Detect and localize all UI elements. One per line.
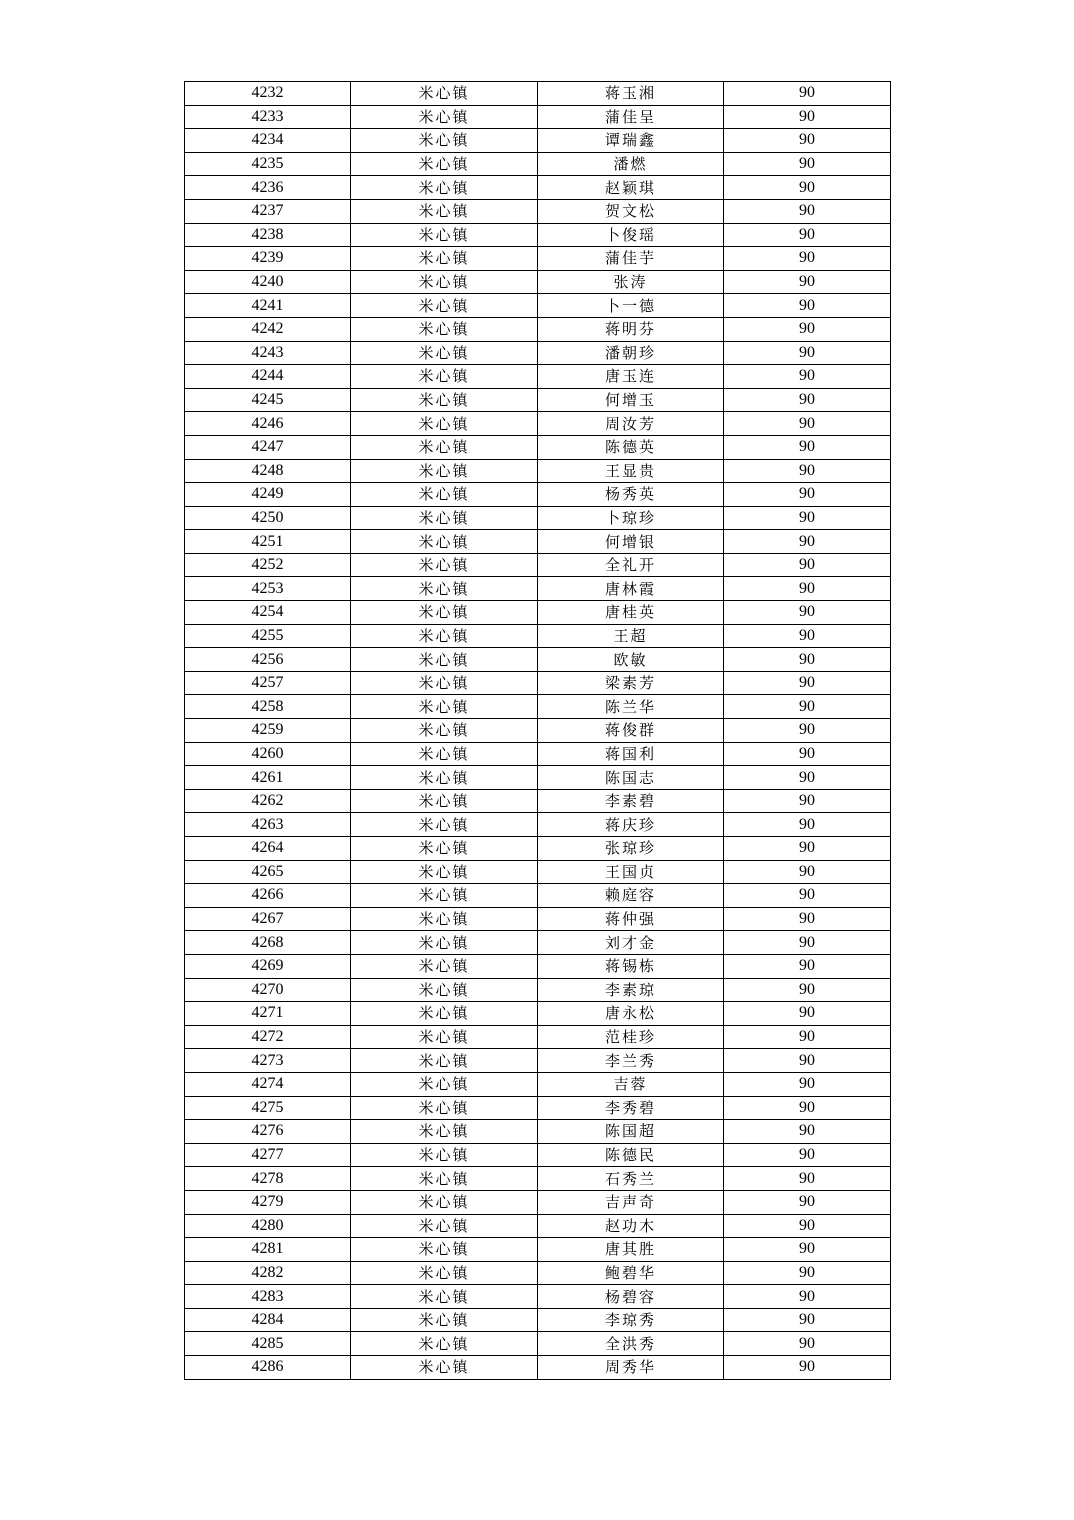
cell-score: 90 [724,837,891,861]
cell-town: 米心镇 [351,459,538,483]
table-row [185,129,891,153]
cell-name: 杨秀英 [538,483,724,507]
table-row [185,648,891,672]
cell-name: 全洪秀 [538,1332,724,1356]
cell-name: 王显贵 [538,459,724,483]
cell-score: 90 [724,365,891,389]
cell-score: 90 [724,907,891,931]
cell-name: 陈德英 [538,435,724,459]
cell-number: 4279 [185,1190,351,1214]
cell-score: 90 [724,152,891,176]
cell-score: 90 [724,1002,891,1026]
table-row [185,1002,891,1026]
cell-name: 卜俊瑶 [538,223,724,247]
cell-town: 米心镇 [351,907,538,931]
cell-town: 米心镇 [351,412,538,436]
cell-number: 4249 [185,483,351,507]
cell-number: 4272 [185,1025,351,1049]
cell-town: 米心镇 [351,884,538,908]
cell-name: 石秀兰 [538,1167,724,1191]
cell-score: 90 [724,341,891,365]
cell-name: 蒋锡栋 [538,954,724,978]
table-row [185,907,891,931]
cell-town: 米心镇 [351,152,538,176]
cell-number: 4245 [185,388,351,412]
cell-name: 梁素芳 [538,671,724,695]
cell-number: 4244 [185,365,351,389]
cell-name: 李素碧 [538,789,724,813]
cell-town: 米心镇 [351,860,538,884]
cell-score: 90 [724,317,891,341]
cell-score: 90 [724,530,891,554]
cell-name: 贺文松 [538,199,724,223]
cell-name: 李兰秀 [538,1049,724,1073]
table-row [185,1072,891,1096]
cell-score: 90 [724,671,891,695]
cell-number: 4277 [185,1143,351,1167]
table-row [185,223,891,247]
table-row [185,671,891,695]
cell-town: 米心镇 [351,1214,538,1238]
cell-town: 米心镇 [351,483,538,507]
cell-score: 90 [724,294,891,318]
cell-number: 4252 [185,553,351,577]
table-row [185,719,891,743]
cell-town: 米心镇 [351,388,538,412]
cell-number: 4264 [185,837,351,861]
table-row [185,1238,891,1262]
cell-town: 米心镇 [351,553,538,577]
cell-town: 米心镇 [351,270,538,294]
cell-town: 米心镇 [351,317,538,341]
cell-score: 90 [724,247,891,271]
cell-score: 90 [724,789,891,813]
table-row [185,152,891,176]
cell-number: 4243 [185,341,351,365]
cell-town: 米心镇 [351,365,538,389]
cell-number: 4262 [185,789,351,813]
cell-score: 90 [724,223,891,247]
cell-score: 90 [724,105,891,129]
cell-score: 90 [724,624,891,648]
cell-number: 4253 [185,577,351,601]
cell-town: 米心镇 [351,506,538,530]
cell-town: 米心镇 [351,1096,538,1120]
table-row [185,742,891,766]
cell-number: 4255 [185,624,351,648]
cell-town: 米心镇 [351,341,538,365]
cell-town: 米心镇 [351,247,538,271]
cell-number: 4278 [185,1167,351,1191]
cell-name: 赵颖琪 [538,176,724,200]
cell-town: 米心镇 [351,1261,538,1285]
cell-score: 90 [724,648,891,672]
cell-town: 米心镇 [351,719,538,743]
cell-name: 周汝芳 [538,412,724,436]
table-row [185,553,891,577]
table-row [185,978,891,1002]
cell-name: 杨碧容 [538,1285,724,1309]
cell-score: 90 [724,1096,891,1120]
cell-number: 4285 [185,1332,351,1356]
cell-town: 米心镇 [351,294,538,318]
cell-town: 米心镇 [351,1025,538,1049]
cell-town: 米心镇 [351,1308,538,1332]
cell-number: 4239 [185,247,351,271]
table-row [185,624,891,648]
table-row [185,1308,891,1332]
cell-town: 米心镇 [351,1190,538,1214]
cell-town: 米心镇 [351,129,538,153]
cell-score: 90 [724,199,891,223]
cell-name: 鲍碧华 [538,1261,724,1285]
table-row [185,341,891,365]
cell-score: 90 [724,483,891,507]
cell-number: 4233 [185,105,351,129]
table-row [185,1120,891,1144]
table-row [185,294,891,318]
cell-number: 4240 [185,270,351,294]
cell-number: 4256 [185,648,351,672]
cell-number: 4265 [185,860,351,884]
cell-town: 米心镇 [351,837,538,861]
cell-number: 4241 [185,294,351,318]
table-row [185,1214,891,1238]
table-row [185,1285,891,1309]
cell-town: 米心镇 [351,199,538,223]
cell-name: 李琼秀 [538,1308,724,1332]
cell-town: 米心镇 [351,671,538,695]
cell-name: 周秀华 [538,1356,724,1380]
cell-score: 90 [724,82,891,106]
cell-number: 4283 [185,1285,351,1309]
cell-number: 4274 [185,1072,351,1096]
cell-score: 90 [724,1285,891,1309]
table-row [185,176,891,200]
cell-number: 4275 [185,1096,351,1120]
cell-score: 90 [724,270,891,294]
cell-name: 吉蓉 [538,1072,724,1096]
table-row [185,82,891,106]
cell-name: 唐永松 [538,1002,724,1026]
data-table [184,81,891,1380]
cell-score: 90 [724,1261,891,1285]
cell-number: 4259 [185,719,351,743]
cell-number: 4280 [185,1214,351,1238]
cell-town: 米心镇 [351,577,538,601]
table-row [185,860,891,884]
cell-score: 90 [724,129,891,153]
table-row [185,1143,891,1167]
cell-name: 范桂珍 [538,1025,724,1049]
cell-name: 陈德民 [538,1143,724,1167]
table-row [185,813,891,837]
table-row [185,789,891,813]
table-row [185,577,891,601]
table-row [185,1167,891,1191]
cell-number: 4281 [185,1238,351,1262]
cell-score: 90 [724,435,891,459]
cell-number: 4247 [185,435,351,459]
cell-score: 90 [724,1214,891,1238]
table-row [185,1025,891,1049]
cell-score: 90 [724,719,891,743]
cell-number: 4286 [185,1356,351,1380]
cell-name: 蒲佳芋 [538,247,724,271]
table-row [185,388,891,412]
table-row [185,412,891,436]
cell-score: 90 [724,931,891,955]
cell-number: 4234 [185,129,351,153]
cell-town: 米心镇 [351,931,538,955]
cell-town: 米心镇 [351,1049,538,1073]
cell-number: 4250 [185,506,351,530]
cell-name: 陈国超 [538,1120,724,1144]
cell-name: 张涛 [538,270,724,294]
cell-town: 米心镇 [351,601,538,625]
cell-score: 90 [724,1049,891,1073]
cell-name: 陈兰华 [538,695,724,719]
table-row [185,695,891,719]
table-row [185,365,891,389]
cell-town: 米心镇 [351,1120,538,1144]
cell-name: 欧敏 [538,648,724,672]
cell-town: 米心镇 [351,1238,538,1262]
cell-name: 蒋明芬 [538,317,724,341]
cell-number: 4276 [185,1120,351,1144]
cell-number: 4266 [185,884,351,908]
cell-town: 米心镇 [351,1356,538,1380]
cell-number: 4271 [185,1002,351,1026]
cell-name: 何增玉 [538,388,724,412]
cell-name: 唐桂英 [538,601,724,625]
cell-score: 90 [724,742,891,766]
cell-score: 90 [724,388,891,412]
table-row [185,954,891,978]
table-row [185,931,891,955]
cell-score: 90 [724,1190,891,1214]
cell-score: 90 [724,412,891,436]
cell-name: 蒋仲强 [538,907,724,931]
cell-number: 4270 [185,978,351,1002]
cell-name: 陈国志 [538,766,724,790]
cell-name: 吉声奇 [538,1190,724,1214]
cell-number: 4248 [185,459,351,483]
cell-town: 米心镇 [351,766,538,790]
cell-score: 90 [724,459,891,483]
cell-name: 全礼开 [538,553,724,577]
cell-town: 米心镇 [351,695,538,719]
cell-number: 4273 [185,1049,351,1073]
cell-score: 90 [724,1356,891,1380]
cell-town: 米心镇 [351,223,538,247]
cell-score: 90 [724,766,891,790]
cell-name: 谭瑞鑫 [538,129,724,153]
cell-score: 90 [724,506,891,530]
cell-name: 潘朝珍 [538,341,724,365]
table-body [185,82,891,1380]
table-row [185,459,891,483]
cell-name: 赖庭容 [538,884,724,908]
table-row [185,1332,891,1356]
cell-town: 米心镇 [351,1332,538,1356]
cell-score: 90 [724,860,891,884]
cell-number: 4267 [185,907,351,931]
cell-town: 米心镇 [351,530,538,554]
cell-score: 90 [724,176,891,200]
cell-town: 米心镇 [351,1002,538,1026]
cell-town: 米心镇 [351,789,538,813]
cell-town: 米心镇 [351,176,538,200]
cell-name: 卜琼珍 [538,506,724,530]
cell-name: 张琼珍 [538,837,724,861]
cell-name: 王超 [538,624,724,648]
cell-name: 蒋国利 [538,742,724,766]
cell-score: 90 [724,954,891,978]
cell-number: 4263 [185,813,351,837]
cell-name: 卜一德 [538,294,724,318]
table-row [185,1096,891,1120]
table-row [185,105,891,129]
table-row [185,270,891,294]
table-row [185,1190,891,1214]
table-row [185,1356,891,1380]
cell-town: 米心镇 [351,954,538,978]
cell-town: 米心镇 [351,1167,538,1191]
cell-name: 赵功木 [538,1214,724,1238]
cell-name: 唐其胜 [538,1238,724,1262]
cell-name: 蒋玉湘 [538,82,724,106]
cell-town: 米心镇 [351,105,538,129]
table-row [185,317,891,341]
table-row [185,837,891,861]
cell-name: 何增银 [538,530,724,554]
cell-town: 米心镇 [351,82,538,106]
table-row [185,506,891,530]
table-row [185,483,891,507]
cell-number: 4236 [185,176,351,200]
cell-number: 4260 [185,742,351,766]
cell-town: 米心镇 [351,1143,538,1167]
cell-number: 4242 [185,317,351,341]
cell-score: 90 [724,553,891,577]
cell-number: 4238 [185,223,351,247]
cell-number: 4284 [185,1308,351,1332]
cell-score: 90 [724,884,891,908]
table-row [185,199,891,223]
cell-name: 蒲佳呈 [538,105,724,129]
cell-name: 潘燃 [538,152,724,176]
cell-town: 米心镇 [351,648,538,672]
cell-score: 90 [724,1238,891,1262]
cell-score: 90 [724,1143,891,1167]
cell-number: 4254 [185,601,351,625]
cell-town: 米心镇 [351,813,538,837]
cell-score: 90 [724,695,891,719]
cell-name: 蒋俊群 [538,719,724,743]
table-row [185,1049,891,1073]
cell-number: 4282 [185,1261,351,1285]
cell-name: 唐林霞 [538,577,724,601]
cell-score: 90 [724,601,891,625]
cell-name: 蒋庆珍 [538,813,724,837]
cell-score: 90 [724,1167,891,1191]
cell-score: 90 [724,1308,891,1332]
cell-score: 90 [724,813,891,837]
table-row [185,884,891,908]
cell-number: 4261 [185,766,351,790]
cell-town: 米心镇 [351,624,538,648]
cell-number: 4235 [185,152,351,176]
cell-score: 90 [724,1025,891,1049]
cell-number: 4268 [185,931,351,955]
cell-town: 米心镇 [351,1285,538,1309]
table-row [185,601,891,625]
cell-name: 李秀碧 [538,1096,724,1120]
cell-score: 90 [724,1072,891,1096]
cell-number: 4251 [185,530,351,554]
cell-town: 米心镇 [351,742,538,766]
cell-name: 唐玉连 [538,365,724,389]
table-row [185,435,891,459]
cell-name: 王国贞 [538,860,724,884]
cell-score: 90 [724,1332,891,1356]
cell-number: 4232 [185,82,351,106]
table-row [185,1261,891,1285]
cell-score: 90 [724,1120,891,1144]
cell-score: 90 [724,978,891,1002]
table-row [185,247,891,271]
table-row [185,766,891,790]
cell-number: 4258 [185,695,351,719]
cell-town: 米心镇 [351,1072,538,1096]
cell-number: 4257 [185,671,351,695]
cell-number: 4269 [185,954,351,978]
cell-name: 刘才金 [538,931,724,955]
table-row [185,530,891,554]
cell-score: 90 [724,577,891,601]
cell-town: 米心镇 [351,978,538,1002]
cell-number: 4246 [185,412,351,436]
cell-name: 李素琼 [538,978,724,1002]
cell-town: 米心镇 [351,435,538,459]
cell-number: 4237 [185,199,351,223]
